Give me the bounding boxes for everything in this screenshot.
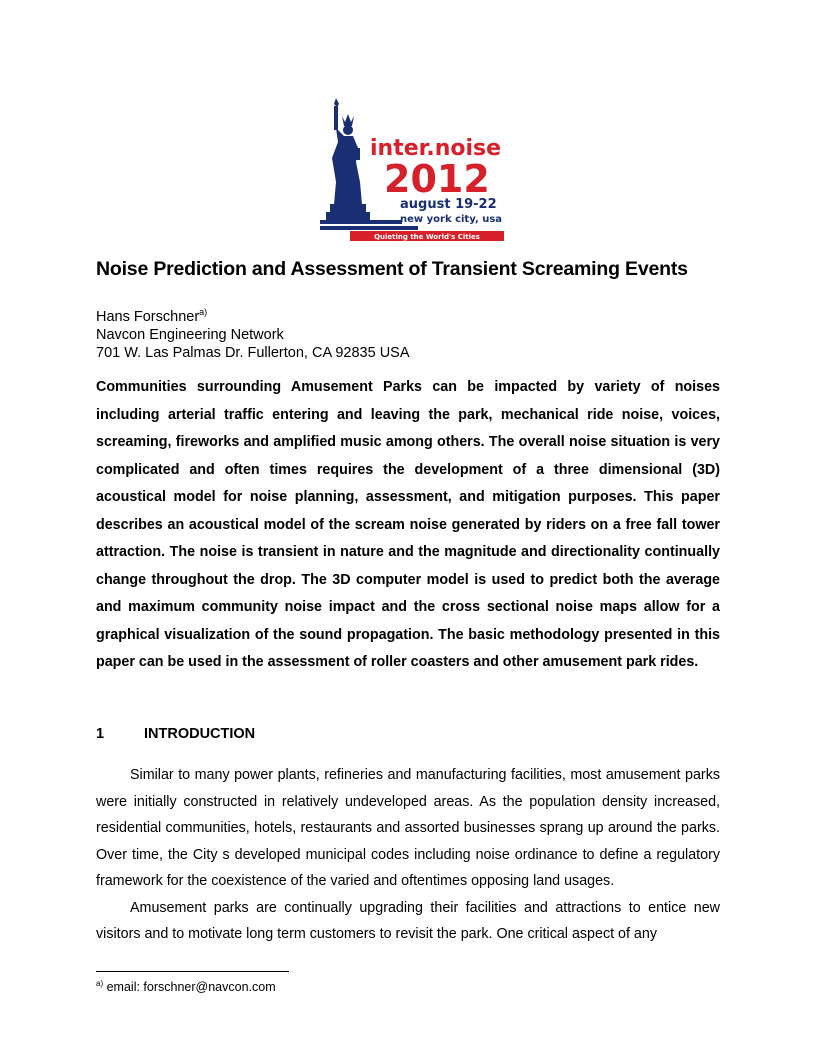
logo-tagline: Quieting the World's Cities xyxy=(374,233,480,241)
logo-line2: 2012 xyxy=(384,157,490,201)
logo-line4: new york city, usa xyxy=(400,214,503,225)
logo-line3: august 19-22 xyxy=(400,197,497,212)
author-address: 701 W. Las Palmas Dr. Fullerton, CA 92835 USA xyxy=(96,345,410,361)
author-affiliation: Navcon Engineering Network xyxy=(96,327,284,343)
author-footnote-marker: a) xyxy=(199,307,208,317)
abstract: Communities surrounding Amusement Parks can be impacted by variety of noises including arterial traffic entering and leaving the park, mechanical ride noise, voices, screaming, fireworks and amplified music among others. The overall noise situation is very complicated and often times requires the development of a three dimensional (3D) acoustical model for noise planning, assessment, and mitigation purposes. This paper describes an acoustical model of the scream noise generated by riders on a free fall tower attraction. The noise is transient in nature and the magnitude and directionality continually change throughout the drop. The 3D computer model is used to predict both the average and maximum community noise impact and the cross sectional noise maps allow for a graphical visualization of the sound propagation. The basic methodology presented in this paper can be used in the assessment of roller coasters and other amusement park rides. xyxy=(96,379,720,670)
statue-of-liberty-icon xyxy=(318,98,508,244)
paper-title: Noise Prediction and Assessment of Transient Screaming Events xyxy=(96,258,688,280)
author-name-line xyxy=(96,308,410,326)
section-number: 1 xyxy=(96,726,105,742)
logo-line1: inter.noise xyxy=(370,136,502,161)
author-name: Hans Forschner xyxy=(96,309,200,325)
body-paragraph: Amusement parks are continually upgrading their facilities and attractions to entice new visitors and to motivate long term customers to revisit the park. One critical aspect of any xyxy=(96,899,720,942)
conference-logo xyxy=(318,98,508,244)
footnote-divider xyxy=(96,971,289,972)
footnote-text: email: forschner@navcon.com xyxy=(106,980,276,994)
body-text xyxy=(96,762,720,948)
section-title: INTRODUCTION xyxy=(144,726,256,742)
author-block xyxy=(96,308,410,362)
body-paragraph: Similar to many power plants, refineries and manufacturing facilities, most amusement parks were initially constructed in relatively undeveloped areas. As the population density increased, residential communities, hotels, restaurants and assorted businesses sprang up around the parks. Over time, the City s developed municipal codes including noise ordinance to define a regulatory framework for the coexistence of the varied and oftentimes opposing land usages. xyxy=(96,767,720,889)
footnote-marker: a) xyxy=(96,979,104,988)
footnote xyxy=(96,980,276,994)
section-heading xyxy=(96,726,255,742)
